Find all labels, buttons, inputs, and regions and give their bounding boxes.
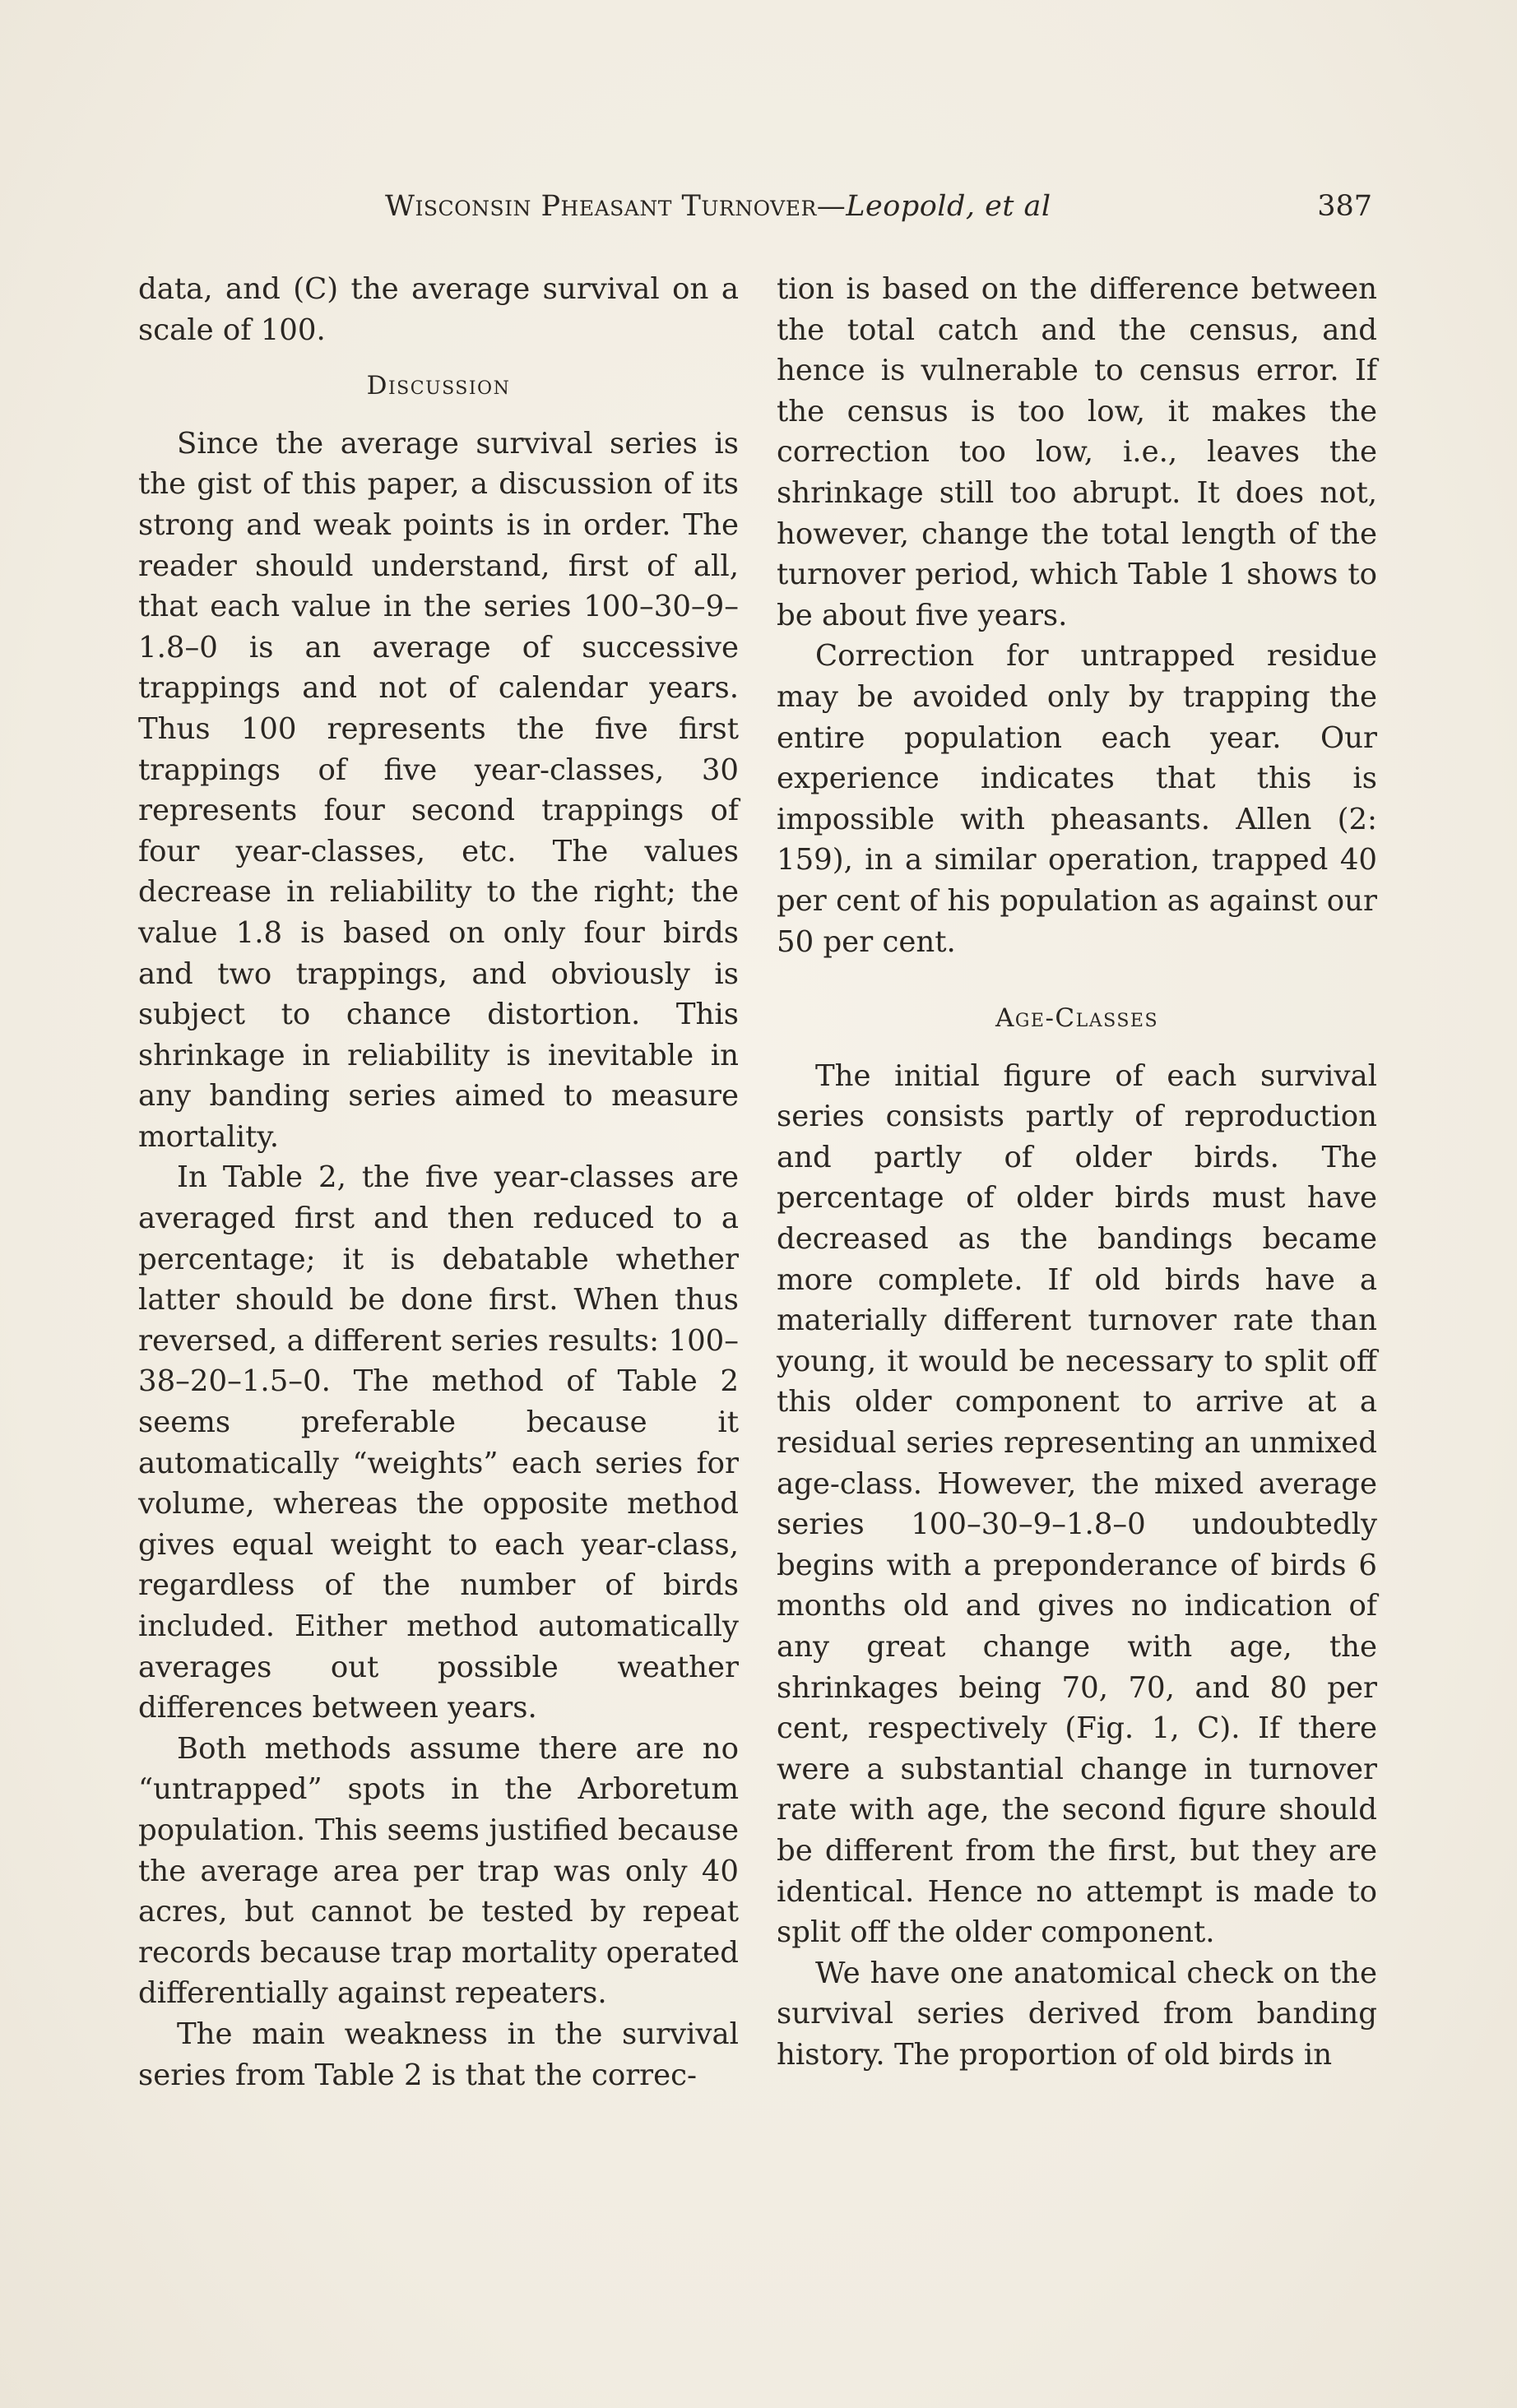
page-number: 387 [1317,190,1372,223]
article-authors: Leopold, et al [846,190,1051,223]
right-paragraph-continued: tion is based on the difference between the total catch and the census, and hence is vulnerable to census error. If the census is too low, it makes the correction too low, i.e., leaves the shrinkage still too abrupt. It does not, however, change the total length of the turnover period, which Table 1 shows to be about five years. [777,272,1377,632]
running-title [385,186,1051,227]
left-paragraph-2: In Table 2, the five year-classes are averaged first and then reduced to a percentage; it is debatable whether latter should be done first. When thus reversed, a different series results: 100–38–20–1.5–0. The method of Table 2 seems preferable because it automatically “weights” each series for volume, whereas the opposite method gives equal weight to each year-class, regardless of the number of birds included. Either method automatically averages out possible weather differences between years. [138,1160,739,1725]
right-paragraph-1: Correction for untrapped residue may be avoided only by trapping the entire population each year. Our experience indicates that this is impossible with pheasants. Allen (2: 159), in a similar operation, trapped 40 per cent of his population as against our 50 per cent. [777,639,1377,959]
section-heading-age-classes: Age-Classes [995,1003,1159,1034]
right-paragraph-3: We have one anatomical check on the survival series derived from banding history. The proportion of old birds in [777,1956,1377,2072]
right-paragraph-2: The initial figure of each survival series consists partly of reproduction and partly of older birds. The percentage of older birds must have decreased as the bandings became more complete. If old birds have a materially different turnover rate than young, it would be necessary to split off this older component to arrive at a residual series representing an unmixed age-class. However, the mixed average series 100–30–9–1.8–0 undoubtedly begins with a preponderance of birds 6 months old and gives no indication of any great change with age, the shrinkages being 70, 70, and 80 per cent, respectively (Fig. 1, C). If there were a substantial change in turnover rate with age, the second figure should be different from the first, but they are identical. Hence no attempt is made to split off the older component. [777,1058,1377,1950]
running-header [138,186,1372,227]
section-heading-discussion: Discussion [366,371,511,401]
left-column [138,269,739,2095]
left-paragraph-continued: data, and (C) the average survival on a scale of 100. [138,272,739,347]
article-title: Wisconsin Pheasant Turnover [385,190,817,223]
title-dash: — [816,190,847,223]
right-column [777,269,1377,2076]
left-paragraph-3: Both methods assume there are no “untrapped” spots in the Arboretum population. This seems justified because the average area per trap was only 40 acres, but cannot be tested by repeat records because trap mortality operated differentially against repeaters. [138,1731,739,2011]
left-paragraph-1: Since the average survival series is the gist of this paper, a discussion of its strong and weak points is in order. The reader should understand, first of all, that each value in the series 100–30–9–1.8–0 is an average of successive trappings and not of calendar years. Thus 100 represents the five first trappings of five year-classes, 30 represents four second trappings of four year-classes, etc. The values decrease in reliability to the right; the value 1.8 is based on only four birds and two trappings, and obviously is subject to chance distortion. This shrinkage in reliability is inevitable in any banding series aimed to measure mortality. [138,426,739,1154]
left-paragraph-4: The main weakness in the survival series from Table 2 is that the correc- [138,2017,739,2092]
